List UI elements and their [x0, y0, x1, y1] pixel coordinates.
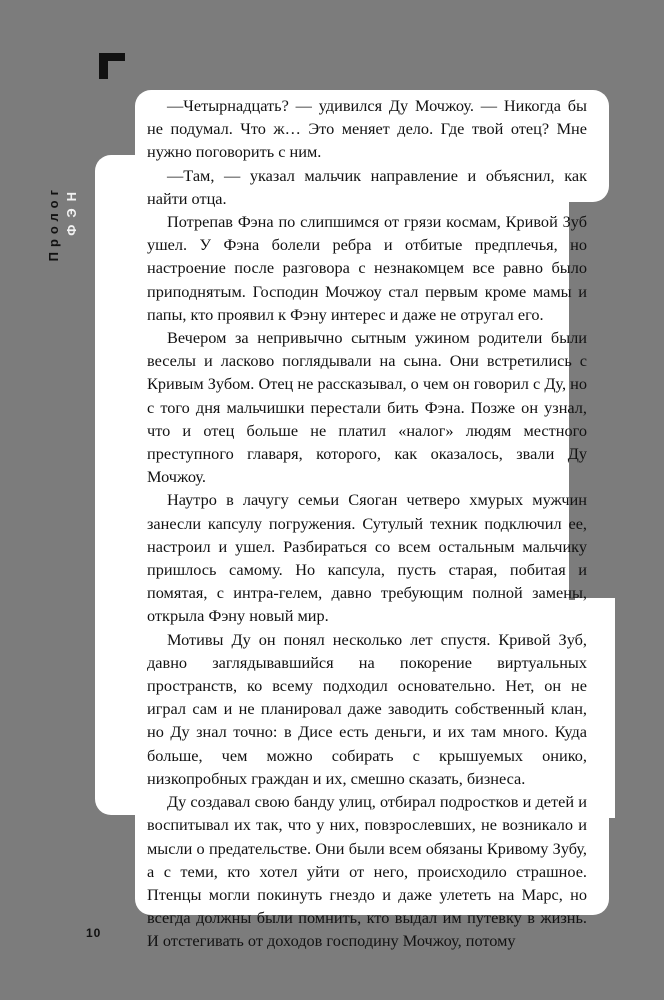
paragraph: Ду создавал свою банду улиц, отбирал подростков и детей и воспитывал их так, что у них, повзрослевших, не возникало и мысли о предательстве. Они были всем обязаны Кривому Зубу, а с теми, кто хотел уйти от него, происходило страшное. Птенцы могли покинуть гнездо и даже улететь на Марс, но всегда должны были помнить, кто выдал им путевку в жизнь. И отстегивать от доходов господину Мочжоу, потому	[147, 792, 587, 951]
section-label: Пролог	[46, 185, 61, 262]
corner-mark	[99, 53, 125, 79]
paragraph: Наутро в лачугу семьи Сяоган четверо хмурых мужчин занесли капсулу погружения. Сутулый техник подключил ее, настроил и ушел. Разбираться со всем остальным мальчику пришлось самому. Но капсула, пусть старая, побитая и помятая, с интра-гелем, давно требующим полной замены, открыла Фэну новый мир.	[147, 490, 587, 626]
chapter-label: ФЭН	[64, 185, 79, 236]
paragraph: Мотивы Ду он понял несколько лет спустя. Кривой Зуб, давно заглядывавшийся на покорение виртуальных пространств, ко всему подходил основательно. Нет, он не играл сам и не планировал даже заводить собственный клан, но Ду знал точно: в Дисе есть деньги, и их там много. Куда больше, чем можно собирать с крышуемых онико, низкопробных граждан и их, смешно сказать, бизнеса.	[147, 629, 587, 788]
page-number: 10	[86, 926, 102, 940]
paragraph: —Там, — указал мальчик направление и объяснил, как найти отца.	[147, 165, 587, 208]
body-text	[147, 94, 587, 953]
paragraph: Вечером за непривычно сытным ужином родители были веселы и ласково поглядывали на сына. Они встретились с Кривым Зубом. Отец не рассказывал, о чем он говорил с Ду, но с того дня мальчишки перестали бить Фэна. Позже он узнал, что и отец больше не платил «налог» людям местного преступного главаря, которого, как оказалось, звали Ду Мочжоу.	[147, 328, 587, 487]
running-header	[44, 185, 88, 305]
paragraph: —Четырнадцать? — удивился Ду Мочжоу. — Никогда бы не подумал. Что ж… Это меняет дело. Где твой отец? Мне нужно поговорить с ним.	[147, 96, 587, 162]
paragraph: Потрепав Фэна по слипшимся от грязи космам, Кривой Зуб ушел. У Фэна болели ребра и отбитые предплечья, но настроение после разговора с незнакомцем все равно было приподнятым. Господин Мочжоу стал первым кроме мамы и папы, кто проявил к Фэну интерес и даже не отругал его.	[147, 212, 587, 324]
